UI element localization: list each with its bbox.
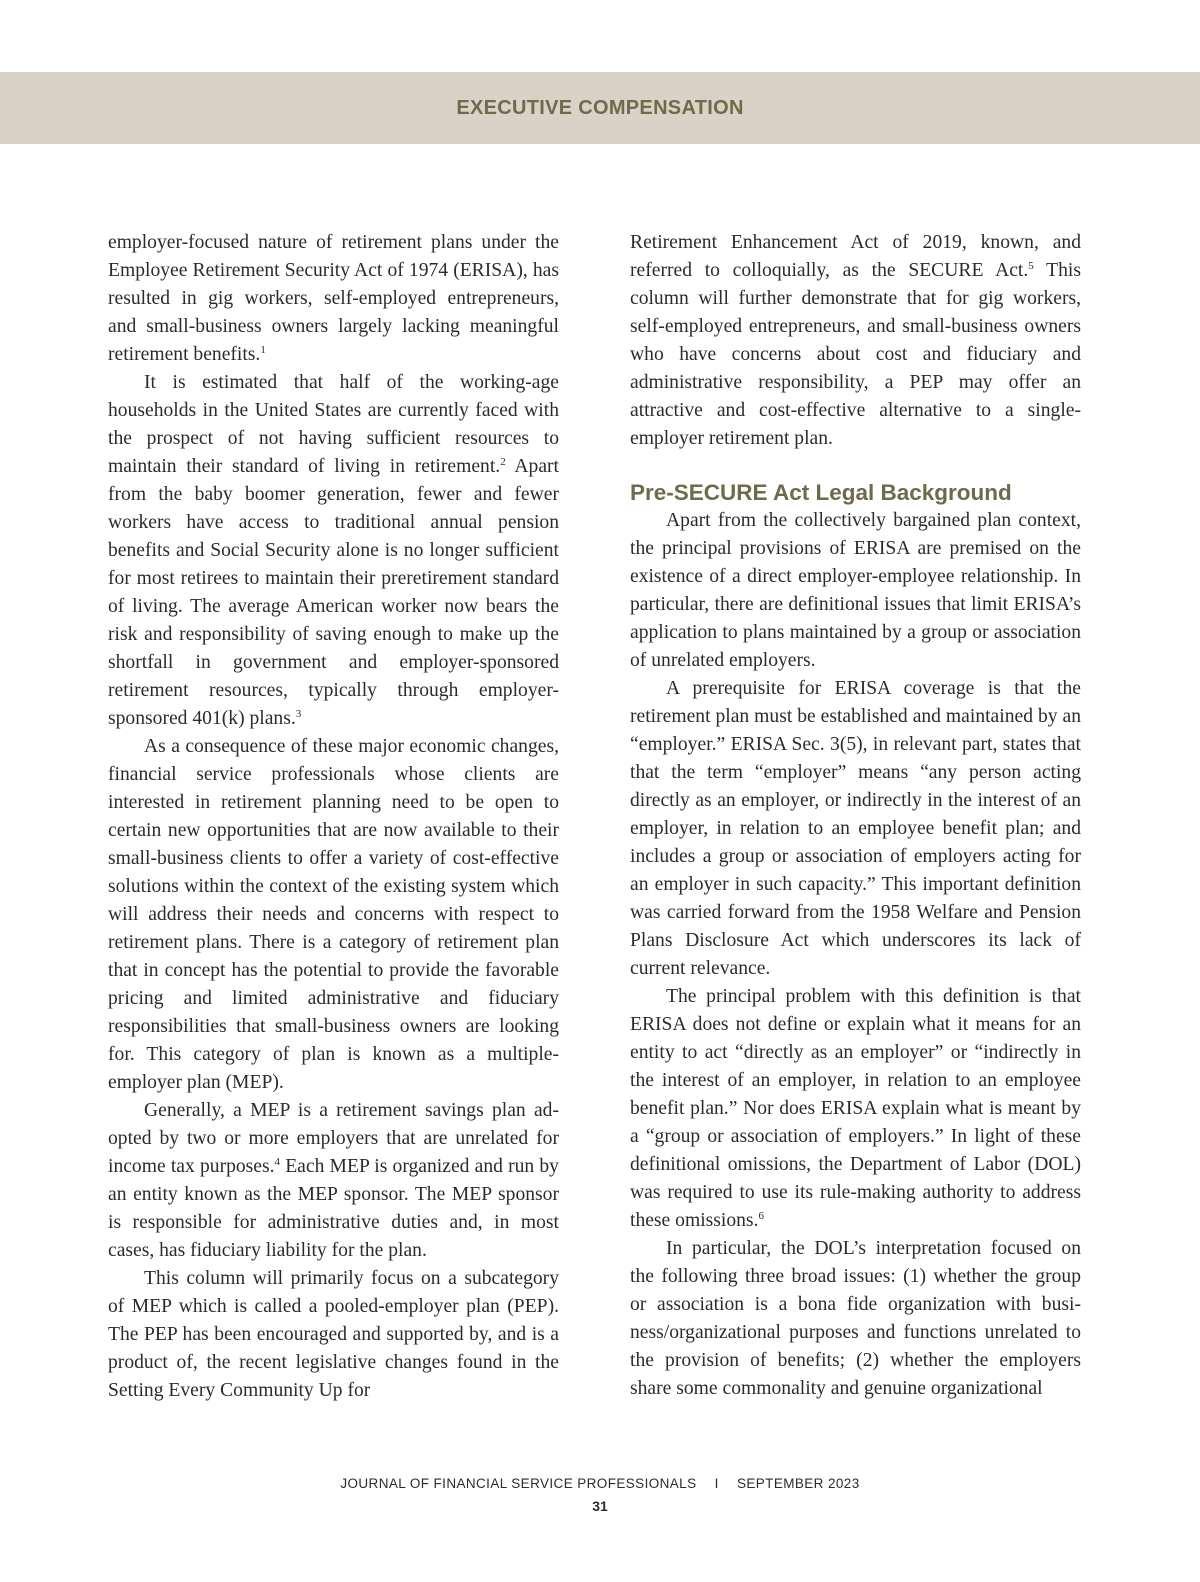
running-header-band: [0, 72, 1200, 144]
paragraph: [630, 229, 1081, 453]
page-number: 31: [592, 1498, 608, 1514]
paragraph-text: This column will further demonstrate that for gig workers, self-employed entrepreneurs, and small-business owners who have concerns about cost and fiduciary and administrative responsibility, a PEP may offer an attractive and cost-effective alternative to a single-employer retirement plan.: [630, 260, 1081, 449]
left-column: [108, 229, 559, 1405]
paragraph: In particular, the DOL’s interpretation focused on the following three broad issues: (1) whether the group or association is a bona fide organization with business/organizational purposes and functions unrelated to the provision of benefits; (2) whether the employers share some commonality and genuine organizational: [630, 1238, 1081, 1399]
footer-line: [0, 1474, 1200, 1494]
paragraph: As a consequence of these major economic changes, financial service professionals whose clients are interested in retirement planning need to be open to certain new opportunities that are now available to their small-business clients to offer a variety of cost-effective solutions within the context of the existing system which will address their needs and concerns with respect to retirement plans. There is a category of retirement plan that in concept has the potential to provide the favorable pricing and limited administrative and fiduciary responsibilities that small-business owners are looking for. This category of plan is known as a multiple-employer plan (MEP).: [108, 736, 559, 1093]
paragraph: [108, 369, 559, 733]
journal-name: JOURNAL OF FINANCIAL SERVICE PROFESSIONALS: [340, 1476, 697, 1491]
paragraph-text: Each MEP is organized and run by an entity known as the MEP sponsor. The MEP sponsor is responsible for administrative duties and, in most cases, has fiduciary liability for the plan.: [108, 1156, 559, 1261]
right-column: [630, 229, 1081, 1403]
paragraph-text: The principal problem with this definition is that ERISA does not define or explain what it means for an entity to act “directly as an employer” or “indirectly in the interest of an employer, in relation to an employee benefit plan.” Nor does ERISA explain what is meant by a “group or association of employers.” In light of these definitional omissions, the Department of Labor (DOL) was required to use its rule-making authority to address these omissions.: [630, 986, 1081, 1231]
issue-date: SEPTEMBER 2023: [736, 1476, 860, 1491]
paragraph: [108, 1097, 559, 1265]
paragraph-text: Retirement Enhancement Act of 2019, known, and referred to colloquially, as the SECURE Act.: [630, 232, 1081, 281]
section-title: EXECUTIVE COMPENSATION: [456, 96, 744, 119]
paragraph-text: employer-focused nature of retirement plans under the Employee Retirement Security Act of 1974 (ERISA), has resulted in gig workers, self-employed entrepreneurs, and small-business owners largely lacking meaningful retirement benefits.: [108, 232, 559, 365]
paragraph: This column will primarily focus on a subcategory of MEP which is called a pooled-employer plan (PEP). The PEP has been encouraged and supported by, and is a product of, the recent legislative changes found in the Setting Every Community Up for: [108, 1268, 559, 1401]
footnote-ref: 4: [274, 1156, 281, 1168]
paragraph-text: Apart from the baby boomer generation, fewer and fewer workers have access to traditional annual pension benefits and Social Security alone is no longer sufficient for most retirees to maintain their preretirement standard of living. The average American worker now bears the risk and responsibility of saving enough to make up the shortfall in government and employer-sponsored retirement resources, typically through employer-sponsored 401(k) plans.: [108, 456, 559, 729]
paragraph-text: It is estimated that half of the working-age households in the United States are currently faced with the prospect of not having sufficient resources to maintain their standard of living in retirement.: [108, 372, 559, 477]
page-footer: [0, 1474, 1200, 1516]
footer-separator: I: [714, 1476, 719, 1491]
paragraph: Apart from the collectively bargained plan context, the principal provisions of ERISA are premised on the existence of a direct employer-employee relationship. In particular, there are definitional issues that limit ERISA’s application to plans maintained by a group or association of unrelated employers.: [630, 510, 1081, 671]
footnote-ref: 6: [758, 1210, 764, 1222]
footnote-ref: 3: [295, 708, 302, 720]
footnote-ref: 5: [1028, 260, 1034, 272]
paragraph: [108, 229, 559, 369]
footnote-ref: 1: [260, 344, 266, 356]
paragraph: [630, 983, 1081, 1235]
section-heading: Pre-SECURE Act Legal Background: [630, 480, 1012, 505]
paragraph: A prerequisite for ERISA coverage is that the retirement plan must be established and maintained by an “employer.” ERISA Sec. 3(5), in relevant part, states that that the term “employer” means “any person acting directly as an employer, or indirectly in the interest of an employer, in relation to an employee benefit plan; and includes a group or association of employers acting for an employer in such capacity.” This important definition was carried forward from the 1958 Welfare and Pension Plans Disclosure Act which underscores its lack of current relevance.: [630, 678, 1081, 979]
paragraph-text: Generally, a MEP is a retirement savings plan adopted by two or more employers that are unrelated for income tax purposes.: [108, 1100, 559, 1177]
footnote-ref: 2: [500, 456, 506, 468]
